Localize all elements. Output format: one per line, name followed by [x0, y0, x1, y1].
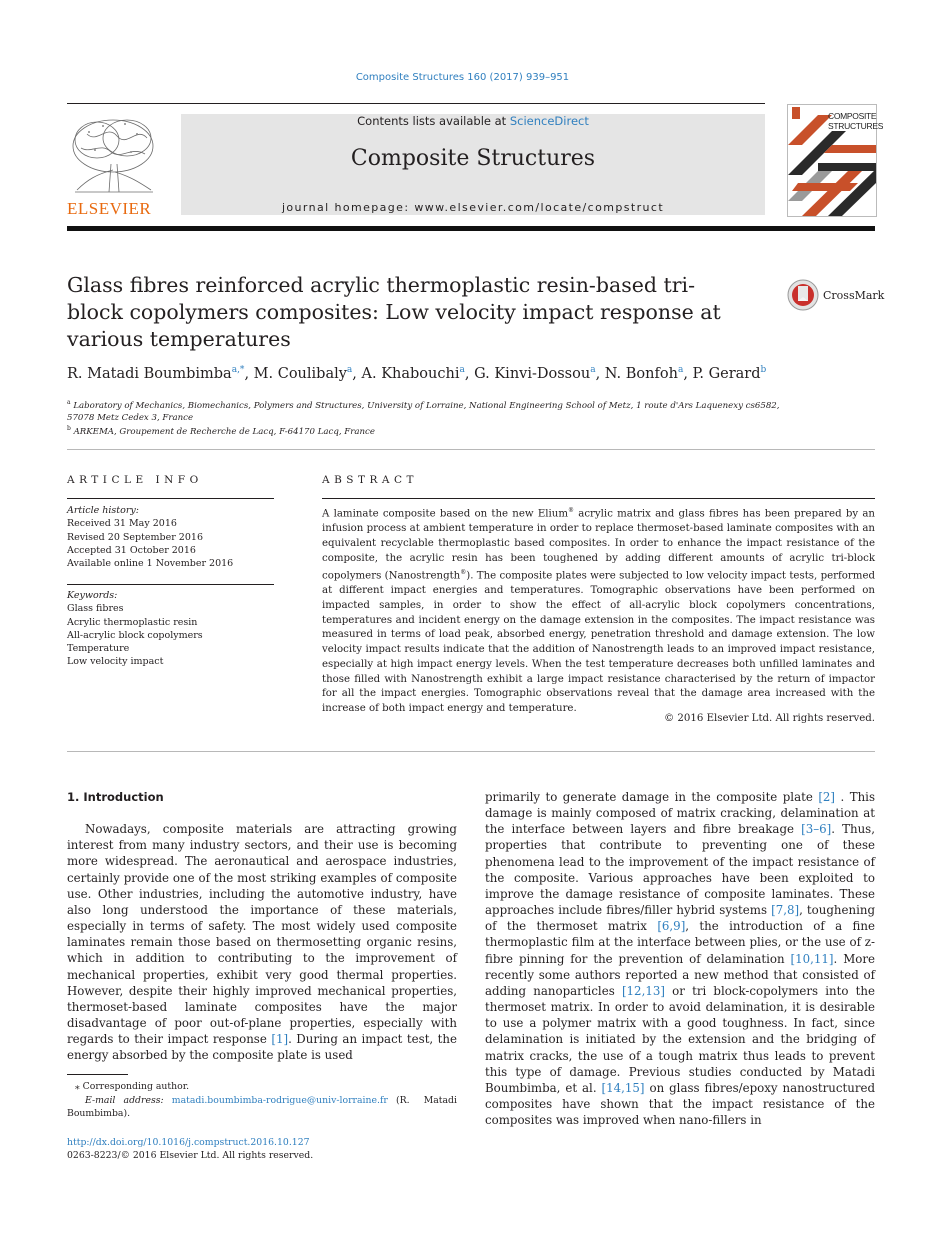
history-entry: Accepted 31 October 2016 [67, 544, 196, 556]
cover-title-line2: STRUCTURES [828, 121, 884, 131]
author-separator: , [244, 365, 254, 382]
paragraph-text: or tri block-copolymers into the thermoset matrix. In order to avoid delamination, it is desirable to use a polymer matrix with a good toughness. In fact, since delamination is initiated by the extension and the bridging of matrix cracks, the use of a tough matrix thus leads to prevent this type of damage. Previous studies conducted by Matadi Boumbimba, et al. [485, 983, 875, 1095]
registered-mark: ® [460, 569, 467, 577]
journal-title: Composite Structures [350, 146, 596, 171]
affiliation-marker: b [67, 425, 71, 432]
abstract-part: ). The composite plates were subjected to low velocity impact tests, performed at different impact energies and temperatures. Tomographic observations have been performed on impacted samples, in order to show the effect of all-acrylic block copolymers concentrations, temperatures and incident energy on the damage extension in the composites. The impact resistance was measured in terms of load peak, absorbed energy, penetration threshold and damage extension. The low velocity impact results indicate that the addition of Nanostrength leads to an improved impact resistance, especially at high impact energy levels. When the test temperature decreases both unfilled laminates and those filled with Nanostrength exhibit a large impact resistance characterised by the return of impactor for all the impact energies. Tomographic observations reveal that the damage area increased with the increase of both impact energy and temperature. [322, 570, 875, 714]
article-info-heading: ARTICLE INFO [67, 474, 203, 486]
footnote-star: ⁎ [75, 1081, 80, 1092]
author-affiliation-marker[interactable]: a [346, 365, 353, 375]
keyword: Acrylic thermoplastic resin [67, 616, 198, 628]
homepage-url[interactable]: www.elsevier.com/locate/compstruct [414, 201, 665, 214]
author-name[interactable]: G. Kinvi-Dossou [474, 365, 591, 382]
journal-homepage [181, 201, 765, 214]
author-separator: , [352, 365, 362, 382]
contents-prefix: Contents lists available at [357, 114, 510, 128]
article-title: Glass fibres reinforced acrylic thermoplastic resin-based tri-block copolymers composites: Low velocity impact response at various temperatures [67, 273, 721, 351]
citation-link[interactable]: [14,15] [601, 1080, 645, 1095]
author-separator: , [595, 365, 605, 382]
author-separator: , [464, 365, 475, 382]
citation-link[interactable]: [12,13] [621, 983, 665, 998]
author-separator: , [683, 365, 693, 382]
abstract-rule [322, 498, 875, 499]
section-heading: 1. Introduction [67, 790, 164, 804]
publisher-wordmark: ELSEVIER [67, 199, 152, 218]
abstract-copyright: © 2016 Elsevier Ltd. All rights reserved. [663, 713, 875, 724]
author-affiliation-marker[interactable]: a,* [231, 365, 245, 375]
citation-link[interactable]: [7,8] [771, 903, 800, 918]
author-name[interactable]: P. Gerard [692, 365, 761, 382]
author-affiliation-marker[interactable]: a [677, 365, 684, 375]
paragraph-text: Nowadays, composite materials are attracting growing interest from many industry sectors, and their use is becoming more widespread. The aeronautical and aerospace industries, certainly provide one of the most striking examples of composite use. Other industries, including the automotive industry, have also long understood the importance of these materials, especially in terms of safety. The most widely used composite laminates remain those based on thermosetting organic resins, which in addition to contributing to the improvement of mechanical properties, exhibit very good thermal properties. However, despite their highly improved mechanical properties, thermoset-based laminate composites have the major disadvantage of poor out-of-plane properties, especially with regards to their impact response [67, 822, 457, 1047]
author-affiliation-marker[interactable]: a [459, 365, 465, 375]
journal-reference[interactable]: Composite Structures 160 (2017) 939–951 [355, 72, 570, 83]
header-rule [67, 103, 765, 104]
sciencedirect-link[interactable]: ScienceDirect [509, 114, 589, 128]
intro-paragraph [67, 821, 457, 1063]
history-entry: Received 31 May 2016 [67, 518, 177, 530]
affiliation-text: Laboratory of Mechanics, Biomechanics, Polymers and Structures, University of Lorraine, National Engineering School of Metz, 1 route d'Ars Laquenexy cs6582, [73, 400, 780, 411]
paragraph-text: primarily to generate damage in the composite plate [485, 790, 819, 804]
affiliation-a [67, 397, 875, 425]
paragraph-text: . During an impact test, the energy absorbed by the composite plate is used [67, 1032, 457, 1063]
history-label: Article history: [67, 505, 139, 516]
email-label: E-mail address: [85, 1094, 164, 1106]
author-name[interactable]: A. Khabouchi [361, 365, 460, 382]
keyword: Low velocity impact [67, 656, 164, 668]
article-history [67, 504, 274, 570]
citation-link[interactable]: [6,9] [657, 919, 686, 934]
affiliation-text-cont: 57078 Metz Cedex 3, France [67, 413, 194, 424]
author-email-link[interactable]: matadi.boumbimba-rodrigue@univ-lorraine.fr [171, 1094, 388, 1106]
keyword-list [67, 602, 274, 668]
body-left-column [67, 789, 457, 1064]
front-matter-divider [67, 449, 875, 450]
paragraph-text: , the introduction of a fine thermoplastic film at the interface between plies, or the use of z-fibre pinning for the prevention of delamination [485, 919, 875, 966]
abstract-text [322, 504, 875, 717]
homepage-prefix: journal homepage: [281, 201, 415, 214]
issn-copyright: 0263-8223/© 2016 Elsevier Ltd. All rights reserved. [67, 1150, 314, 1161]
journal-cover[interactable] [787, 104, 884, 217]
corresponding-author-note: Corresponding author. [82, 1081, 190, 1092]
contents-line [181, 114, 765, 128]
keywords-rule [67, 584, 274, 585]
keyword: Glass fibres [67, 603, 124, 615]
body-divider [67, 751, 875, 752]
author-name[interactable]: R. Matadi Boumbimba [67, 365, 232, 382]
doi-link[interactable]: http://dx.doi.org/10.1016/j.compstruct.2016.10.127 [67, 1137, 310, 1148]
paragraph-text: . Thus, properties that contribute to preventing one of these phenomena lead to the improvement of the impact resistance of the composite. Various approaches have been exploited to improve the damage resistance of composite laminates. These approaches include fibres/filler hybrid systems [485, 822, 875, 918]
crossmark-label: CrossMark [823, 289, 885, 302]
author-list [67, 365, 875, 382]
paragraph-text: on glass fibres/epoxy nanostructured composites have shown that the impact resistance of the composites was improved when nano-fillers in [485, 1080, 876, 1128]
author-name[interactable]: N. Bonfoh [604, 365, 678, 382]
footnote [67, 1080, 457, 1121]
citation-link[interactable]: [2] [818, 790, 836, 804]
citation-link[interactable]: [10,11] [790, 951, 834, 966]
keywords-block [67, 589, 274, 669]
paragraph-text: . This damage is mainly composed of matrix cracking, delamination at the interface between layers and fibre breakage [485, 790, 876, 837]
article-doi-block [67, 1136, 457, 1162]
crossmark-badge[interactable] [787, 279, 885, 315]
masthead-rule [67, 226, 875, 231]
abstract-heading: ABSTRACT [322, 474, 419, 486]
history-list [67, 517, 274, 570]
body-right-column [485, 789, 875, 1128]
affiliation-marker: a [67, 399, 71, 406]
citation-link[interactable]: [1] [271, 1032, 289, 1047]
abstract-part: acrylic matrix and glass fibres has been prepared by an infusion process at ambient temperature in order to replace thermoset-based laminate composites with an equivalent recyclable thermoplastic based composites. In order to enhance the impact resistance of the composite, the acrylic resin has been toughened by adding different amounts of acrylic tri-block copolymers (Nanostrength [322, 508, 875, 582]
keyword: All-acrylic block copolymers [67, 629, 203, 641]
abstract-part: A laminate composite based on the new Elium [322, 508, 569, 520]
elsevier-tree-logo [67, 114, 159, 196]
keywords-label: Keywords: [67, 590, 118, 601]
paragraph-text: , toughening of the thermoset matrix [485, 903, 875, 934]
crossmark-icon [787, 279, 819, 311]
history-entry: Revised 20 September 2016 [67, 531, 203, 543]
affiliation-text: ARKEMA, Groupement de Recherche de Lacq, F-64170 Lacq, France [73, 426, 375, 437]
author-affiliation-marker[interactable]: a [590, 365, 596, 375]
registered-mark: ® [568, 507, 575, 514]
affiliation-b [67, 423, 875, 438]
history-entry: Available online 1 November 2016 [67, 558, 234, 570]
keyword: Temperature [67, 643, 130, 655]
author-name[interactable]: M. Coulibaly [253, 365, 347, 382]
citation-link[interactable]: [3–6] [801, 822, 832, 837]
cover-title-line1: COMPOSITE [828, 111, 877, 121]
intro-paragraph-cont [485, 789, 875, 1128]
author-affiliation-marker[interactable]: b [760, 365, 767, 375]
footnote-rule [67, 1074, 128, 1075]
email-owner: (R. Matadi Boumbimba). [67, 1094, 457, 1119]
article-info-rule [67, 498, 274, 499]
paragraph-text: . More recently some authors reported a new method that consisted of adding nanoparticles [485, 951, 875, 998]
